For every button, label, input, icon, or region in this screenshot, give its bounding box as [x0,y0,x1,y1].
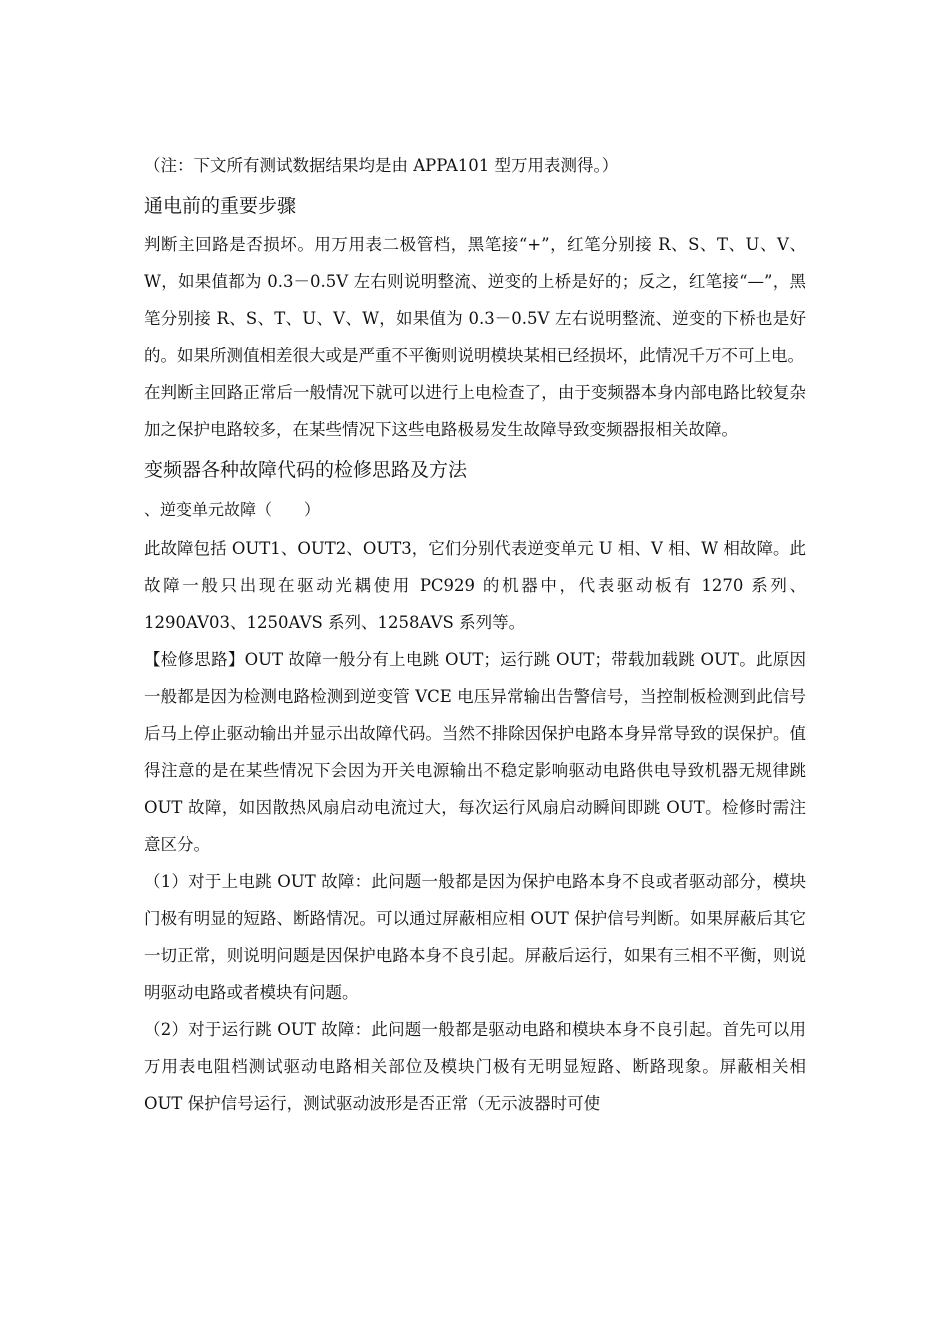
paragraph-power-on-check: 在判断主回路正常后一般情况下就可以进行上电检查了，由于变频器本身内部电路比较复杂加之保护电路较多，在某些情况下这些电路极易发生故障导致变频器报相关故障。 [144,383,806,439]
paragraph-main-circuit-check: 判断主回路是否损坏。用万用表二极管档，黑笔接“+”，红笔分别接 R、S、T、U、V、W，如果值都为 0.3－0.5V 左右则说明整流、逆变的上桥是好的；反之，红笔接“—”，黑笔分别接 R、S、T、U、V、W，如果值为 0.3－0.5V 左右说明整流、逆变的下桥也是好的。如果所测值相差很大或是严重不平衡则说明模块某相已经损坏，此情况千万不可上电。 [144,235,806,365]
paragraph-out-fault-description: 此故障包括 OUT1、OUT2、OUT3，它们分别代表逆变单元 U 相、V 相、W 相故障。此故障一般只出现在驱动光耦使用 PC929 的机器中，代表驱动板有 1270 系列、1290AV03、1250AVS 系列、1258AVS 系列等。 [144,539,806,632]
section-heading-pre-power-steps: 通电前的重要步骤 [144,195,297,217]
paragraph-power-on-out-fault: （1）对于上电跳 OUT 故障：此问题一般都是因为保护电路本身不良或者驱动部分，模块门极有明显的短路、断路情况。可以通过屏蔽相应相 OUT 保护信号判断。如果屏蔽后其它一切正常，则说明问题是因保护电路本身不良引起。屏蔽后运行，如果有三相不平衡，则说明驱动电路或者模块有问题。 [144,872,806,1002]
subheading-inverter-unit-fault: 、逆变单元故障（ ） [144,500,321,519]
test-instrument-note: （注：下文所有测试数据结果均是由 APPA101 型万用表测得。） [144,156,619,175]
paragraph-repair-approach: 【检修思路】OUT 故障一般分有上电跳 OUT；运行跳 OUT；带载加载跳 OUT。此原因一般都是因为检测电路检测到逆变管 VCE 电压异常输出告警信号，当控制板检测到此信号后马上停止驱动输出并显示出故障代码。当然不排除因保护电路本身异常导致的误保护。值得注意的是在某些情况下会因为开关电源输出不稳定影响驱动电路供电导致机器无规律跳 OUT 故障，如因散热风扇启动电流过大，每次运行风扇启动瞬间即跳 OUT。检修时需注意区分。 [144,650,806,854]
document-page [144,148,806,1122]
section-heading-fault-codes: 变频器各种故障代码的检修思路及方法 [144,459,468,481]
paragraph-running-out-fault: （2）对于运行跳 OUT 故障：此问题一般都是驱动电路和模块本身不良引起。首先可以用万用表电阻档测试驱动电路相关部位及模块门极有无明显短路、断路现象。屏蔽相关相 OUT 保护信号运行，测试驱动波形是否正常（无示波器时可使 [144,1020,806,1113]
